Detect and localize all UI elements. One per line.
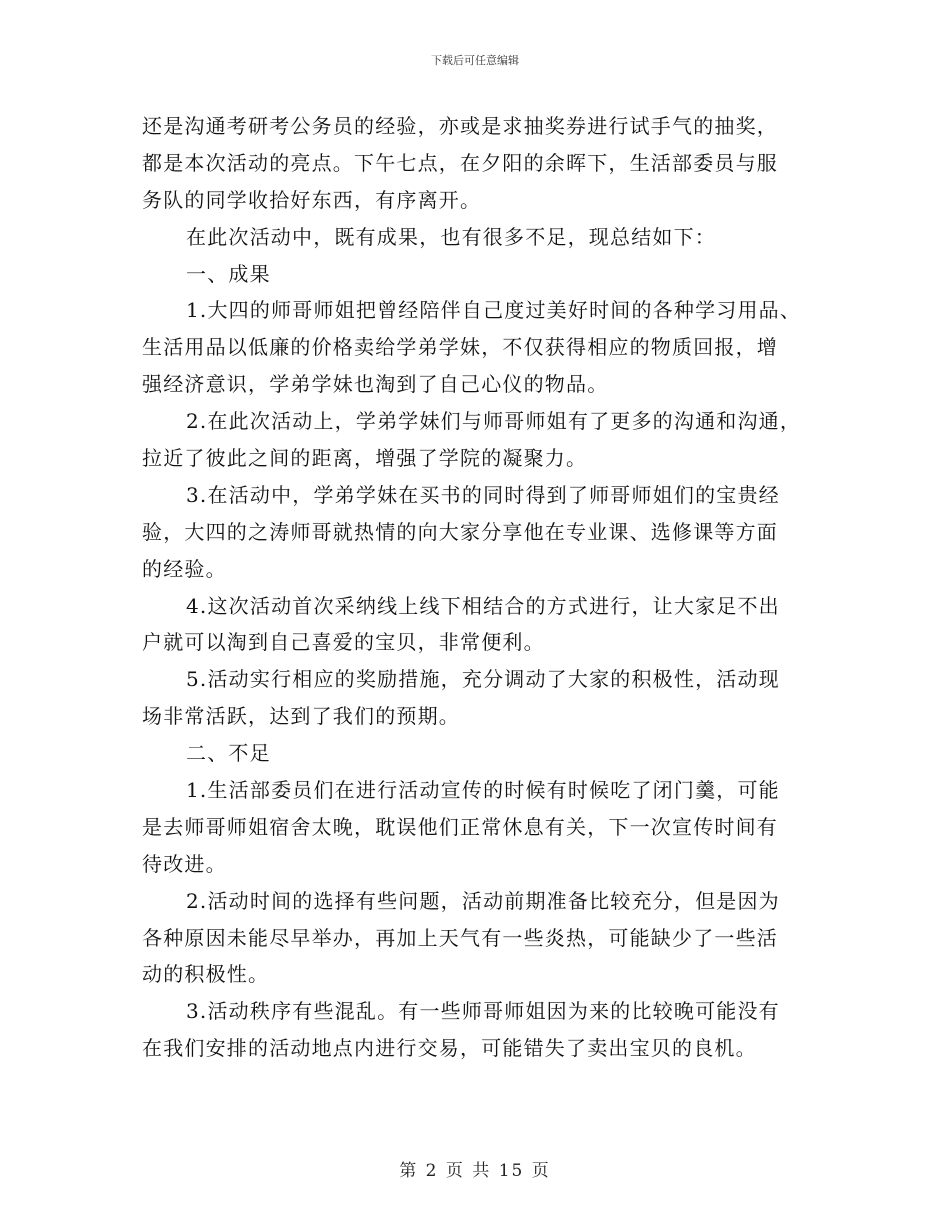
text-line: 生活用品以低廉的价格卖给学弟学妹，不仅获得相应的物质回报，增 [142,335,778,360]
list-item-start: 2.活动时间的选择有些问题，活动前期准备比较充分，但是因为 [186,888,780,913]
text-line: 在我们安排的活动地点内进行交易，可能错失了卖出宝贝的良机。 [142,1036,757,1061]
list-item-start: 1.生活部委员们在进行活动宣传的时候有时候吃了闭门羹，可能 [186,778,780,803]
list-item-start: 3.活动秩序有些混乱。有一些师哥师姐因为来的比较晚可能没有 [186,999,780,1024]
list-item-start: 4.这次活动首次采纳线上线下相结合的方式进行，让大家足不出 [186,593,780,618]
text-line: 还是沟通考研考公务员的经验，亦或是求抽奖券进行试手气的抽奖， [142,114,778,138]
text-line: 务队的同学收拾好东西，有序离开。 [142,187,482,212]
text-line: 强经济意识，学弟学妹也淘到了自己心仪的物品。 [142,372,609,397]
list-item-start: 5.活动实行相应的奖励措施，充分调动了大家的积极性，活动现 [186,667,780,692]
list-item-start: 2.在此次活动上，学弟学妹们与师哥师姐有了更多的沟通和沟通， [186,409,802,434]
text-line: 动的积极性。 [142,962,270,987]
text-line: 拉近了彼此之间的距离，增强了学院的凝聚力。 [142,446,588,471]
text-line: 户就可以淘到自己喜爱的宝贝，非常便利。 [142,630,545,655]
page-header-note: 下载后可任意编辑 [431,54,519,67]
list-item-start: 1.大四的师哥师姐把曾经陪伴自己度过美好时间的各种学习用品、 [186,298,802,323]
page-number: 第 2 页 共 15 页 [399,1161,551,1181]
text-line: 验，大四的之涛师哥就热情的向大家分享他在专业课、选修课等方面 [142,519,778,544]
document-body [142,108,810,1067]
text-line: 的经验。 [142,556,227,581]
section-heading-shortcomings: 二、不足 [186,741,271,766]
text-line: 待改进。 [142,851,227,876]
text-line: 场非常活跃，达到了我们的预期。 [142,704,460,729]
text-line: 是去师哥师姐宿舍太晚，耽误他们正常休息有关，下一次宣传时间有 [142,814,778,839]
text-line: 都是本次活动的亮点。下午七点，在夕阳的余晖下，生活部委员与服 [142,150,778,175]
paragraph-start: 在此次活动中，既有成果，也有很多不足，现总结如下： [186,224,716,249]
text-line: 各种原因未能尽早举办，再加上天气有一些炎热，可能缺少了一些活 [142,925,778,950]
list-item-start: 3.在活动中，学弟学妹在买书的同时得到了师哥师姐们的宝贵经 [186,482,780,507]
section-heading-achievements: 一、成果 [186,261,271,286]
